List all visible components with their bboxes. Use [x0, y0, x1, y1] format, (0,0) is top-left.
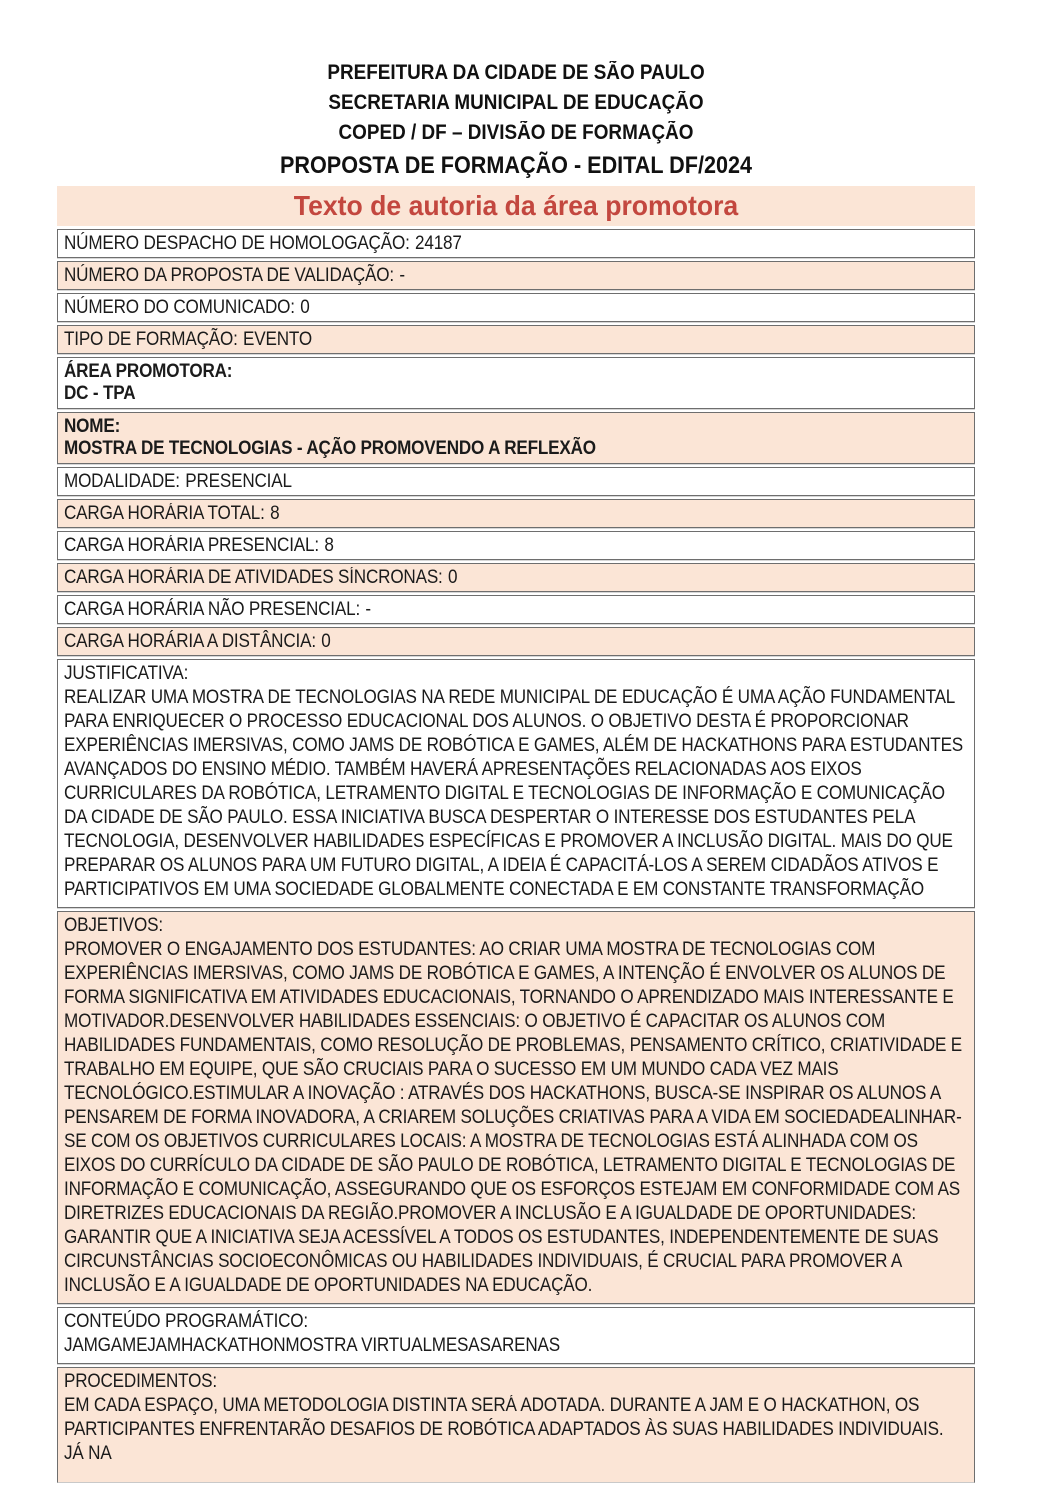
field-value: DC - TPA	[64, 383, 136, 404]
field-row-carga-horaria-de-atividades-sincronas	[57, 563, 975, 592]
section-label: CONTEÚDO PROGRAMÁTICO:	[64, 1311, 308, 1332]
section-label: OBJETIVOS:	[64, 915, 163, 936]
field-value: MOSTRA DE TECNOLOGIAS - AÇÃO PROMOVENDO A REFLEXÃO	[64, 438, 596, 459]
field-label: CARGA HORÁRIA A DISTÂNCIA:	[64, 631, 316, 652]
field-label: CARGA HORÁRIA DE ATIVIDADES SÍNCRONAS:	[64, 567, 443, 588]
authorship-banner	[57, 186, 975, 226]
field-line	[64, 630, 966, 653]
field-label: NÚMERO DESPACHO DE HOMOLOGAÇÃO:	[64, 233, 410, 254]
field-label: CARGA HORÁRIA PRESENCIAL:	[64, 535, 319, 556]
field-label: TIPO DE FORMAÇÃO:	[64, 329, 238, 350]
field-row-tipo-de-formacao	[57, 325, 975, 354]
field-line	[64, 328, 966, 351]
field-row-nome	[57, 412, 975, 464]
section-label: PROCEDIMENTOS:	[64, 1371, 217, 1392]
field-value: 0	[448, 567, 458, 588]
field-row-numero-despacho-de-homologacao	[57, 229, 975, 258]
authorship-banner-text: Texto de autoria da área promotora	[293, 190, 739, 221]
field-value: 8	[270, 503, 280, 524]
field-row-carga-horaria-nao-presencial	[57, 595, 975, 624]
header-line-4: PROPOSTA DE FORMAÇÃO - EDITAL DF/2024	[279, 152, 753, 179]
field-label: MODALIDADE:	[64, 471, 180, 492]
field-row-carga-horaria-presencial	[57, 531, 975, 560]
section-conteudo-programatico	[57, 1307, 975, 1364]
field-value: 0	[300, 297, 310, 318]
field-label: ÁREA PROMOTORA:	[64, 361, 233, 382]
field-value: 0	[321, 631, 331, 652]
field-line	[64, 264, 966, 287]
field-line	[64, 566, 966, 589]
field-line	[64, 232, 966, 255]
field-row-modalidade	[57, 467, 975, 496]
field-line	[64, 470, 966, 493]
field-label: NÚMERO DA PROPOSTA DE VALIDAÇÃO:	[64, 265, 394, 286]
field-line	[64, 534, 966, 557]
field-value: 24187	[415, 233, 462, 254]
field-row-area-promotora	[57, 357, 975, 409]
field-line	[64, 296, 966, 319]
field-label: CARGA HORÁRIA TOTAL:	[64, 503, 265, 524]
field-value: PRESENCIAL	[185, 471, 292, 492]
document-content	[57, 0, 975, 1483]
field-line	[64, 502, 966, 525]
section-label: JUSTIFICATIVA:	[64, 663, 189, 684]
field-label: NÚMERO DO COMUNICADO:	[64, 297, 295, 318]
section-procedimentos	[57, 1367, 975, 1483]
field-value: EVENTO	[243, 329, 312, 350]
header-line-2: SECRETARIA MUNICIPAL DE EDUCAÇÃO	[328, 91, 704, 114]
document-header	[57, 0, 975, 184]
section-objetivos	[57, 911, 975, 1304]
section-text: PROMOVER O ENGAJAMENTO DOS ESTUDANTES: AO CRIAR UMA MOSTRA DE TECNOLOGIAS COM EXPERIÊNCIAS IMERSIVAS, COMO JAMS DE ROBÓTICA E GAMES, A INTENÇÃO É ENVOLVER OS ALUNOS DE FORMA SIGNIFICATIVA EM ATIVIDADES EDUCACIONAIS, TORNANDO O APRENDIZADO MAIS INTERESSANTE E MOTIVADOR.DESENVOLVER HABILIDADES ESSENCIAIS: O OBJETIVO É CAPACITAR OS ALUNOS COM HABILIDADES FUNDAMENTAIS, COMO RESOLUÇÃO DE PROBLEMAS, PENSAMENTO CRÍTICO, CRIATIVIDADE E TRABALHO EM EQUIPE, QUE SÃO CRUCIAIS PARA O SUCESSO EM UM MUNDO CADA VEZ MAIS TECNOLÓGICO.ESTIMULAR A INOVAÇÃO : ATRAVÉS DOS HACKATHONS, BUSCA-SE INSPIRAR OS ALUNOS A PENSAREM DE FORMA INOVADORA, A CRIAREM SOLUÇÕES CRIATIVAS PARA A VIDA EM SOCIEDADEALINHAR-SE COM OS OBJETIVOS CURRICULARES LOCAIS: A MOSTRA DE TECNOLOGIAS ESTÁ ALINHADA COM OS EIXOS DO CURRÍCULO DA CIDADE DE SÃO PAULO DE ROBÓTICA, LETRAMENTO DIGITAL E TECNOLOGIAS DE INFORMAÇÃO E COMUNICAÇÃO, ASSEGURANDO QUE OS ESFORÇOS ESTEJAM EM CONFORMIDADE COM AS DIRETRIZES EDUCACIONAIS DA REGIÃO.PROMOVER A INCLUSÃO E A IGUALDADE DE OPORTUNIDADES: GARANTIR QUE A INICIATIVA SEJA ACESSÍVEL A TODOS OS ESTUDANTES, INDEPENDENTEMENTE DE SUAS CIRCUNSTÂNCIAS SOCIOECONÔMICAS OU HABILIDADES INDIVIDUAIS, É CRUCIAL PARA PROMOVER A INCLUSÃO E A IGUALDADE DE OPORTUNIDADES NA EDUCAÇÃO.	[64, 939, 963, 1296]
header-line-3: COPED / DF – DIVISÃO DE FORMAÇÃO	[338, 121, 694, 144]
section-text: JAMGAMEJAMHACKATHONMOSTRA VIRTUALMESASARENAS	[64, 1335, 560, 1356]
field-row-numero-da-proposta-de-validacao	[57, 261, 975, 290]
field-row-numero-do-comunicado	[57, 293, 975, 322]
field-label: NOME:	[64, 416, 121, 437]
field-label: CARGA HORÁRIA NÃO PRESENCIAL:	[64, 599, 361, 620]
form-rows	[57, 229, 975, 1483]
field-value: 8	[324, 535, 334, 556]
field-line	[64, 598, 966, 621]
field-row-carga-horaria-a-distancia	[57, 627, 975, 656]
section-justificativa	[57, 659, 975, 908]
field-row-carga-horaria-total	[57, 499, 975, 528]
field-value: -	[365, 599, 371, 620]
section-text: REALIZAR UMA MOSTRA DE TECNOLOGIAS NA REDE MUNICIPAL DE EDUCAÇÃO É UMA AÇÃO FUNDAMENTAL PARA ENRIQUECER O PROCESSO EDUCACIONAL DOS ALUNOS. O OBJETIVO DESTA É PROPORCIONAR EXPERIÊNCIAS IMERSIVAS, COMO JAMS DE ROBÓTICA E GAMES, ALÉM DE HACKATHONS PARA ESTUDANTES AVANÇADOS DO ENSINO MÉDIO. TAMBÉM HAVERÁ APRESENTAÇÕES RELACIONADAS AOS EIXOS CURRICULARES DA ROBÓTICA, LETRAMENTO DIGITAL E TECNOLOGIAS DE INFORMAÇÃO E COMUNICAÇÃO DA CIDADE DE SÃO PAULO. ESSA INICIATIVA BUSCA DESPERTAR O INTERESSE DOS ESTUDANTES PELA TECNOLOGIA, DESENVOLVER HABILIDADES ESPECÍFICAS E PROMOVER A INCLUSÃO DIGITAL. MAIS DO QUE PREPARAR OS ALUNOS PARA UM FUTURO DIGITAL, A IDEIA É CAPACITÁ-LOS A SEREM CIDADÃOS ATIVOS E PARTICIPATIVOS EM UMA SOCIEDADE GLOBALMENTE CONECTADA E EM CONSTANTE TRANSFORMAÇÃO	[64, 687, 964, 900]
header-line-1: PREFEITURA DA CIDADE DE SÃO PAULO	[327, 61, 705, 84]
field-value: -	[399, 265, 405, 286]
section-text: EM CADA ESPAÇO, UMA METODOLOGIA DISTINTA SERÁ ADOTADA. DURANTE A JAM E O HACKATHON, OS PARTICIPANTES ENFRENTARÃO DESAFIOS DE ROBÓTICA ADAPTADOS ÀS SUAS HABILIDADES INDIVIDUAIS. JÁ NA	[64, 1395, 944, 1464]
